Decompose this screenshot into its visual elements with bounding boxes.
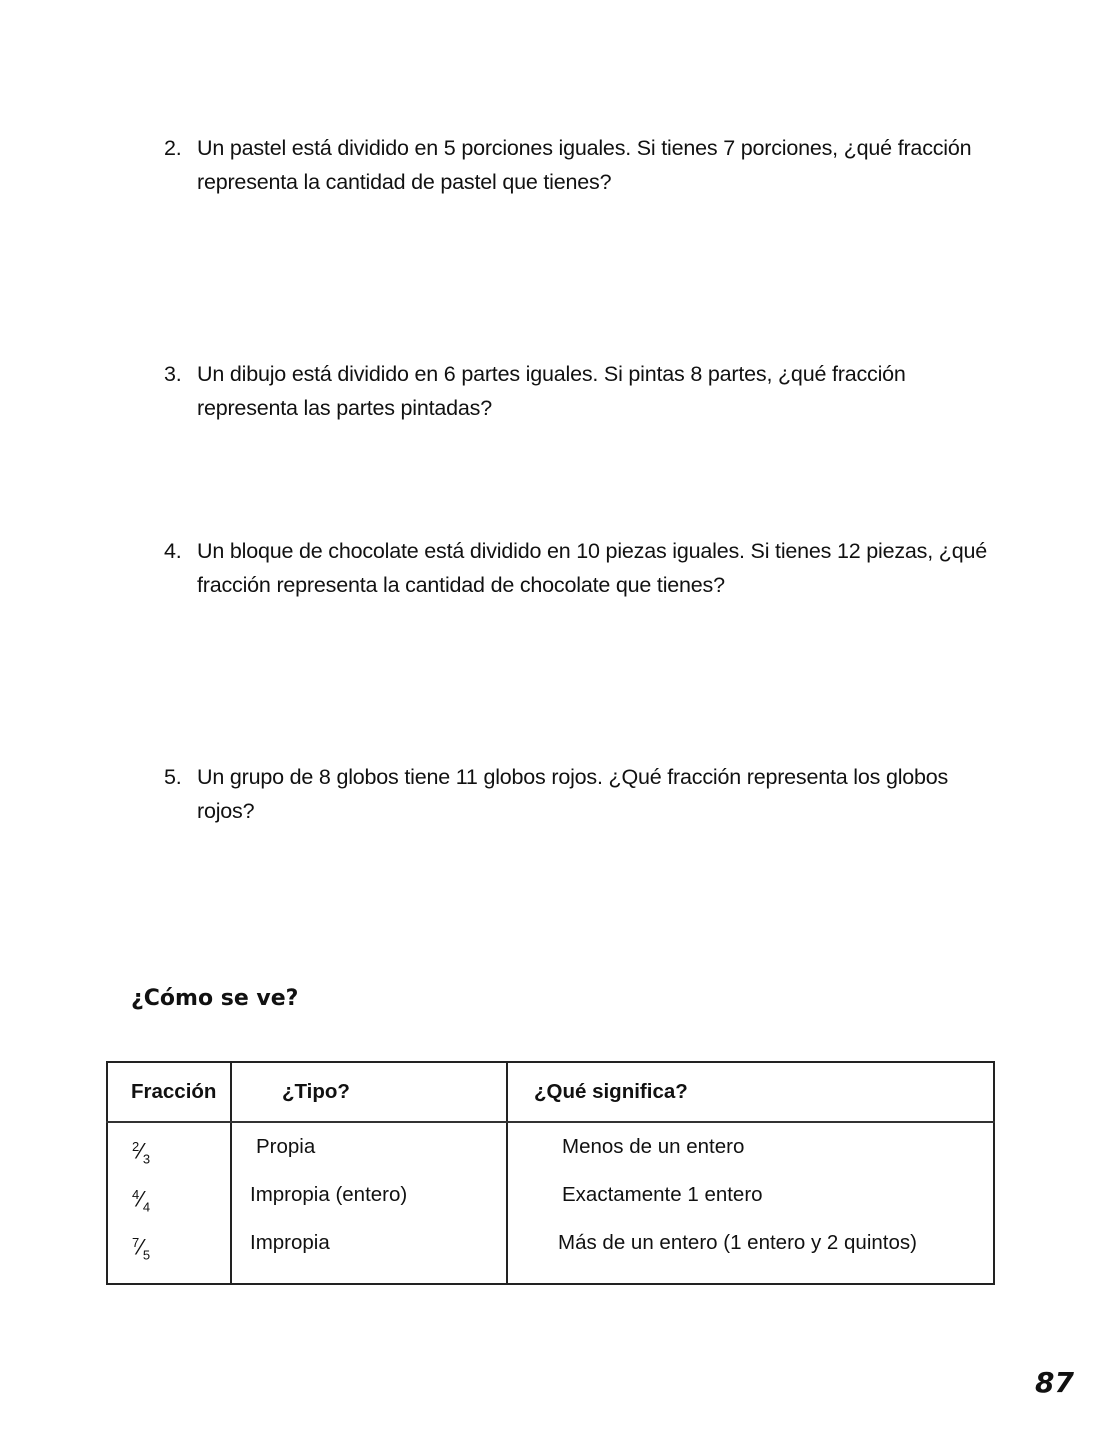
question-number: 3. (164, 362, 182, 386)
type-column (231, 1122, 507, 1284)
page-number: 87 (1035, 1366, 1074, 1399)
question-text: Un pastel está dividido en 5 porciones iguales. Si tienes 7 porciones, ¿qué fracción representa la cantidad de pastel que tienes? (197, 136, 972, 194)
type-cell: Impropia (entero) (250, 1183, 408, 1206)
header-fraction (107, 1062, 231, 1122)
question-text: Un grupo de 8 globos tiene 11 globos rojos. ¿Qué fracción representa los globos rojos? (197, 765, 949, 823)
numerator: 2 (132, 1139, 140, 1154)
question-2 (164, 131, 994, 199)
meaning-cell: Menos de un entero (562, 1135, 745, 1158)
header-label: ¿Tipo? (282, 1080, 350, 1103)
fraction-cell (132, 1219, 230, 1267)
question-number: 5. (164, 765, 182, 789)
header-type (231, 1062, 507, 1122)
section-heading: ¿Cómo se ve? (131, 986, 299, 1011)
type-cell: Propia (256, 1135, 316, 1158)
fraction-slash: ⁄ (139, 1138, 143, 1164)
header-label: Fracción (131, 1080, 217, 1103)
type-cell: Impropia (250, 1231, 330, 1254)
header-meaning (507, 1062, 994, 1122)
denominator: 5 (142, 1247, 151, 1263)
fraction-table (106, 1061, 995, 1285)
denominator: 4 (142, 1199, 151, 1215)
question-text: Un bloque de chocolate está dividido en 10 piezas iguales. Si tienes 12 piezas, ¿qué fracción representa la cantidad de chocolate que tienes? (197, 539, 987, 597)
numerator: 4 (132, 1187, 140, 1202)
question-3 (164, 357, 994, 425)
numerator: 7 (132, 1235, 140, 1250)
fraction-cell (132, 1123, 230, 1171)
fraction-column (107, 1122, 231, 1284)
fraction-slash: ⁄ (139, 1186, 143, 1212)
table-body-row (107, 1122, 994, 1284)
question-5 (164, 760, 994, 828)
question-number: 4. (164, 539, 182, 563)
fraction-cell (132, 1171, 230, 1219)
fraction-slash: ⁄ (139, 1234, 143, 1260)
meaning-cell: Exactamente 1 entero (562, 1183, 763, 1206)
question-text: Un dibujo está dividido en 6 partes iguales. Si pintas 8 partes, ¿qué fracción representa las partes pintadas? (197, 362, 906, 420)
question-number: 2. (164, 136, 182, 160)
header-label: ¿Qué significa? (534, 1080, 688, 1103)
question-4 (164, 534, 994, 602)
table-header-row (107, 1062, 994, 1122)
meaning-cell: Más de un entero (1 entero y 2 quintos) (558, 1231, 917, 1254)
meaning-column (507, 1122, 994, 1284)
denominator: 3 (142, 1151, 151, 1167)
